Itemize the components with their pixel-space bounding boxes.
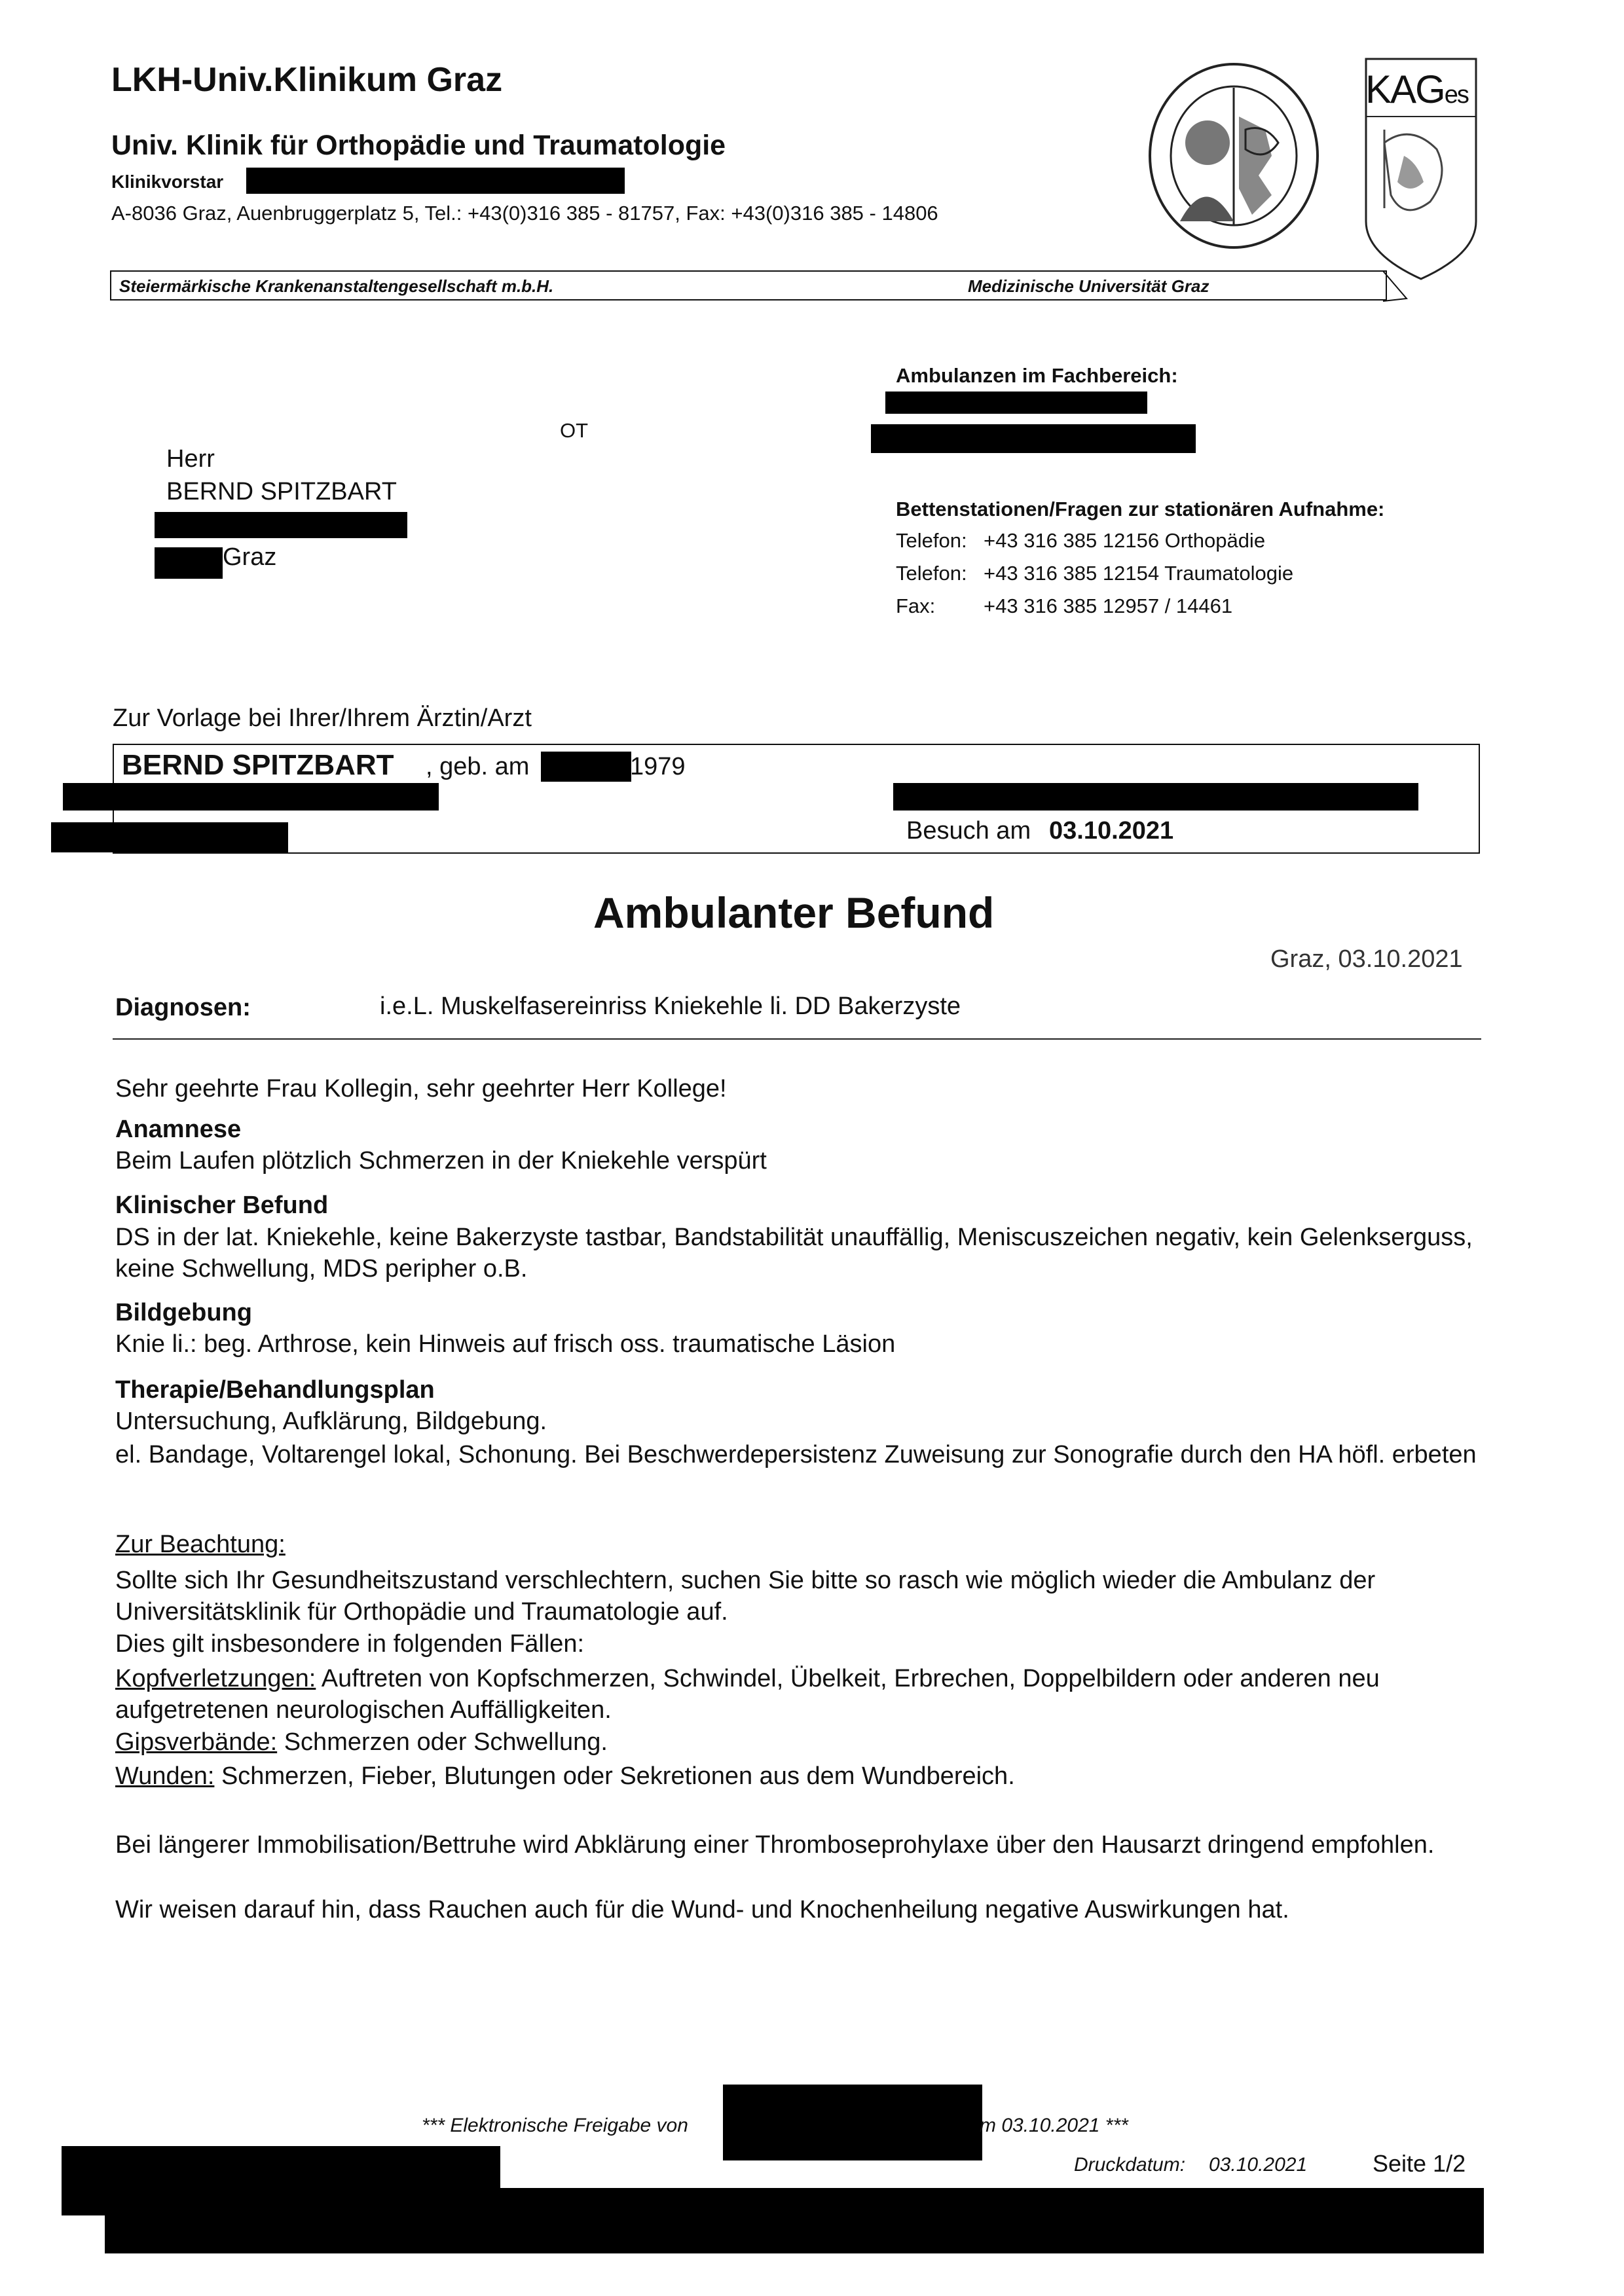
diagnosis-value: i.e.L. Muskelfasereinriss Kniekehle li. DD Bakerzyste — [380, 993, 961, 1020]
notice-head-injuries: Kopfverletzungen: Auftreten von Kopfschmerzen, Schwindel, Übelkeit, Erbrechen, Doppelbildern oder anderen neu aufgetretenen neurologischen Auffälligkeiten. — [115, 1665, 1380, 1724]
recipient-name: BERND SPITZBART — [166, 478, 397, 505]
bar-arrow-tip — [1382, 270, 1408, 310]
recipient-city: Graz — [223, 543, 277, 571]
kages-logo-text: KAGes — [1365, 67, 1468, 111]
section-text-bildgebung: Knie li.: beg. Arthrose, kein Hinweis auf frisch oss. traumatische Läsion — [115, 1330, 896, 1358]
redaction-birthdate — [541, 752, 631, 782]
phone2-label: Telefon: — [896, 562, 967, 585]
beds-title: Bettenstationen/Fragen zur stationären Aufnahme: — [896, 498, 1385, 520]
redaction-release-name — [723, 2085, 982, 2160]
print-date-value: 03.10.2021 — [1209, 2154, 1308, 2176]
bar-left-text: Steiermärkische Krankenanstaltengesellschaft m.b.H. — [119, 276, 554, 296]
redaction-board — [246, 168, 625, 194]
notice-paragraph-3: Bei längerer Immobilisation/Bettruhe wird Abklärung einer Thromboseprohylaxe über den Hausarzt dringend empfohlen. — [115, 1831, 1435, 1859]
ot-label: OT — [560, 419, 589, 442]
notice-wounds: Wunden: Schmerzen, Fieber, Blutungen oder Sekretionen aus dem Wundbereich. — [115, 1762, 1015, 1790]
presentation-note: Zur Vorlage bei Ihrer/Ihrem Ärztin/Arzt — [113, 704, 532, 732]
clinic-address: A-8036 Graz, Auenbruggerplatz 5, Tel.: +43(0)316 385 - 81757, Fax: +43(0)316 385 - 14806 — [111, 202, 938, 225]
clinic-name: Univ. Klinik für Orthopädie und Traumatologie — [111, 130, 726, 161]
section-text-therapie: Untersuchung, Aufklärung, Bildgebung. — [115, 1408, 547, 1435]
redaction-ambulance-1 — [885, 392, 1147, 414]
phone1-value: +43 316 385 12156 Orthopädie — [984, 529, 1266, 552]
visit-label: Besuch am — [906, 817, 1031, 845]
phone2-value: +43 316 385 12154 Traumatologie — [984, 562, 1294, 585]
header-bar — [110, 270, 1387, 301]
diagnosis-divider — [113, 1038, 1481, 1040]
release-suffix: m 03.10.2021 *** — [980, 2115, 1128, 2136]
section-heading-anamnese: Anamnese — [115, 1116, 242, 1143]
redaction-patient-address — [63, 783, 439, 811]
diagnosis-label: Diagnosen: — [115, 994, 251, 1021]
notice-casts: Gipsverbände: Schmerzen oder Schwellung. — [115, 1728, 608, 1756]
fax-value: +43 316 385 12957 / 14461 — [984, 594, 1233, 617]
redaction-street — [155, 512, 407, 538]
page-number: Seite 1/2 — [1373, 2150, 1466, 2177]
notice-heading: Zur Beachtung: — [115, 1531, 286, 1558]
patient-born-prefix: , geb. am — [426, 753, 530, 780]
visit-date: 03.10.2021 — [1049, 817, 1174, 845]
university-seal-logo — [1147, 58, 1321, 261]
notice-paragraph-4: Wir weisen darauf hin, dass Rauchen auch für die Wund- und Knochenheilung negative Auswirkungen hat. — [115, 1896, 1289, 1923]
notice-paragraph-2: Dies gilt insbesondere in folgenden Fällen: — [115, 1630, 585, 1658]
section-text-anamnese: Beim Laufen plötzlich Schmerzen in der Kniekehle verspürt — [115, 1147, 767, 1175]
fax-label: Fax: — [896, 594, 936, 617]
section-heading-bildgebung: Bildgebung — [115, 1299, 252, 1326]
section-heading-befund: Klinischer Befund — [115, 1192, 329, 1219]
notice-paragraph-1: Sollte sich Ihr Gesundheitszustand verschlechtern, suchen Sie bitte so rasch wie möglich wieder die Ambulanz der Universitätsklinik für Orthopädie und Traumatologie auf. — [115, 1567, 1376, 1626]
board-label: Klinikvorstar — [111, 172, 224, 192]
greeting: Sehr geehrte Frau Kollegin, sehr geehrter Herr Kollege! — [115, 1075, 727, 1102]
patient-name: BERND SPITZBART — [122, 749, 394, 781]
section-text-befund: DS in der lat. Kniekehle, keine Bakerzyste tastbar, Bandstabilität unauffällig, Meniscuszeichen negativ, kein Gelenkserguss, keine Schwellung, MDS peripher o.B. — [115, 1224, 1473, 1283]
redaction-zip — [155, 547, 223, 579]
hospital-name: LKH-Univ.Klinikum Graz — [111, 61, 503, 99]
print-date-label: Druckdatum: — [1074, 2154, 1186, 2176]
section-heading-therapie: Therapie/Behandlungsplan — [115, 1376, 435, 1404]
phone1-label: Telefon: — [896, 529, 967, 552]
section-text-therapie-2: el. Bandage, Voltarengel lokal, Schonung. Bei Beschwerdepersistenz Zuweisung zur Sonografie durch den HA höfl. erbeten — [115, 1441, 1477, 1468]
ambulance-title: Ambulanzen im Fachbereich: — [896, 364, 1178, 387]
patient-born-year: 1979 — [630, 753, 686, 780]
bar-right-text: Medizinische Universität Graz — [968, 276, 1209, 296]
redaction-footer-bottom — [105, 2188, 1484, 2253]
redaction-patient-city — [51, 822, 288, 852]
report-place-date: Graz, 03.10.2021 — [1270, 945, 1463, 973]
redaction-ambulance-2 — [871, 424, 1196, 453]
redaction-patient-id — [893, 783, 1418, 811]
recipient-salutation: Herr — [166, 445, 215, 473]
report-title: Ambulanter Befund — [593, 888, 995, 937]
release-prefix: *** Elektronische Freigabe von — [422, 2115, 688, 2136]
